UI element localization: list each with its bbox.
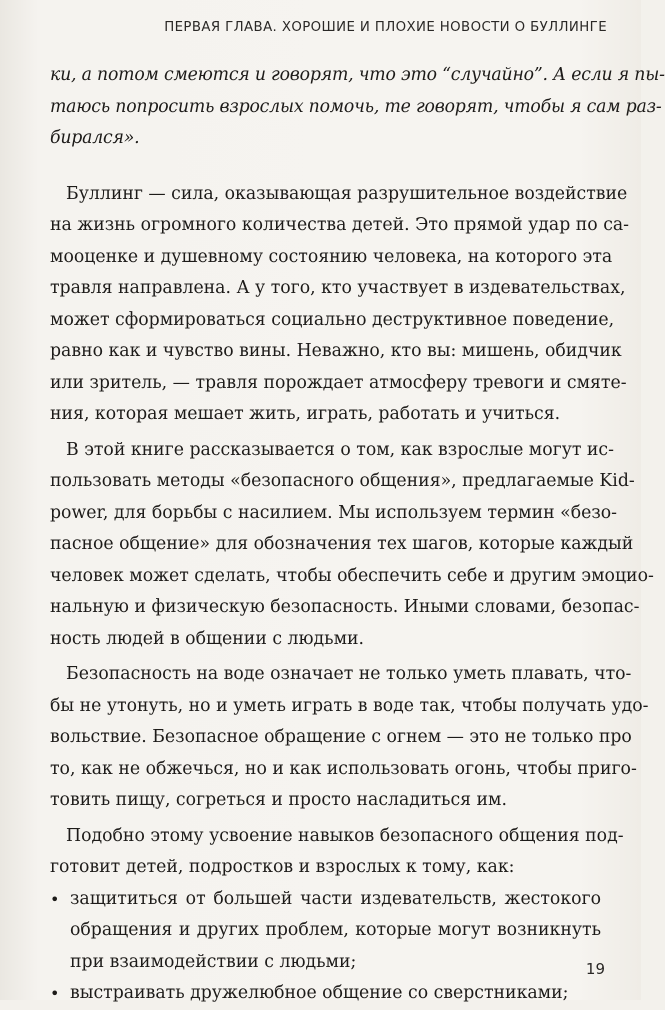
quote-line: бирался». [50,128,140,148]
paragraph-bullying-impact [50,179,630,431]
paragraph-line: вольствие. Безопасное обращение с огнем — это не только про [50,727,632,747]
paragraph-line: ность людей в общении с людьми. [50,628,365,649]
page-number: 19 [585,960,605,978]
quote-line: ки, а потом смеются и говорят, что это “случайно”. А если я пы- [50,65,665,85]
paragraph-line: Буллинг — сила, оказывающая разрушительное воздействие [66,183,628,204]
paragraph-line: или зритель, — травля порождает атмосферу тревоги и смяте- [50,372,627,393]
paragraph-line: бы не утонуть, но и уметь играть в воде так, чтобы получать удо- [50,695,649,716]
paragraph-line: готовит детей, подростков и взрослых к тому, как: [50,857,515,877]
quote-paragraph [50,60,665,155]
paragraph-line: равно как и чувство вины. Неважно, кто вы: мишень, обидчик [50,341,622,361]
paragraph-line: пасное общение» для обозначения тех шагов, которые каждый [50,534,634,554]
paragraph-line: пользовать методы «безопасного общения», предлагаемые Kid- [50,471,635,491]
paragraph-line: Подобно этому усвоение навыков безопасного общения под- [66,825,624,846]
list-item-line: при взаимодействии с людьми; [70,951,357,972]
bullet-icon: • [50,889,60,909]
paragraph-line: Безопасность на воде означает не только уметь плавать, что- [66,664,632,684]
skills-list [50,884,601,1010]
bullet-icon: • [50,984,60,1003]
paragraph-line: травля направлена. А у того, кто участвует в издевательствах, [50,278,626,298]
list-item-line: защититься от большей части издевательств, жестокого [70,888,601,909]
body-text [50,60,665,1010]
paragraph-line: power, для борьбы с насилием. Мы используем термин «безо- [50,502,618,523]
paragraph-line: мооценке и душевному состоянию человека, на которого эта [50,246,613,267]
paragraph-line: товить пищу, согреться и просто насладиться им. [50,790,507,810]
paragraph-line: то, как не обжечься, но и как использовать огонь, чтобы приго- [50,758,637,779]
paragraph-water-fire-analogy [50,659,649,817]
list-item [50,978,601,1010]
paragraph-safe-communication [50,435,654,656]
paragraph-line: В этой книге рассказывается о том, как взрослые могут ис- [66,439,614,460]
quote-line: таюсь попросить взрослых помочь, те говорят, чтобы я сам раз- [50,96,662,117]
paragraph-line: нальную и физическую безопасность. Иными словами, безопас- [50,597,640,617]
paragraph-line: на жизнь огромного количества детей. Это прямой удар по са- [50,215,630,235]
list-item-line: выстраивать дружелюбное общение со сверстниками; [70,983,569,1003]
list-item [50,884,601,979]
paragraph-line: человек может сделать, чтобы обеспечить себе и другим эмоцио- [50,565,654,586]
running-head: ПЕРВАЯ ГЛАВА. ХОРОШИЕ И ПЛОХИЕ НОВОСТИ О БУЛЛИНГЕ [164,20,607,35]
list-item-line: обращения и других проблем, которые могут возникнуть [70,920,601,940]
paragraph-line: может сформироваться социально деструктивное поведение, [50,309,615,330]
paragraph-skills-intro [50,821,624,884]
paragraph-line: ния, которая мешает жить, играть, работать и учиться. [50,404,561,424]
